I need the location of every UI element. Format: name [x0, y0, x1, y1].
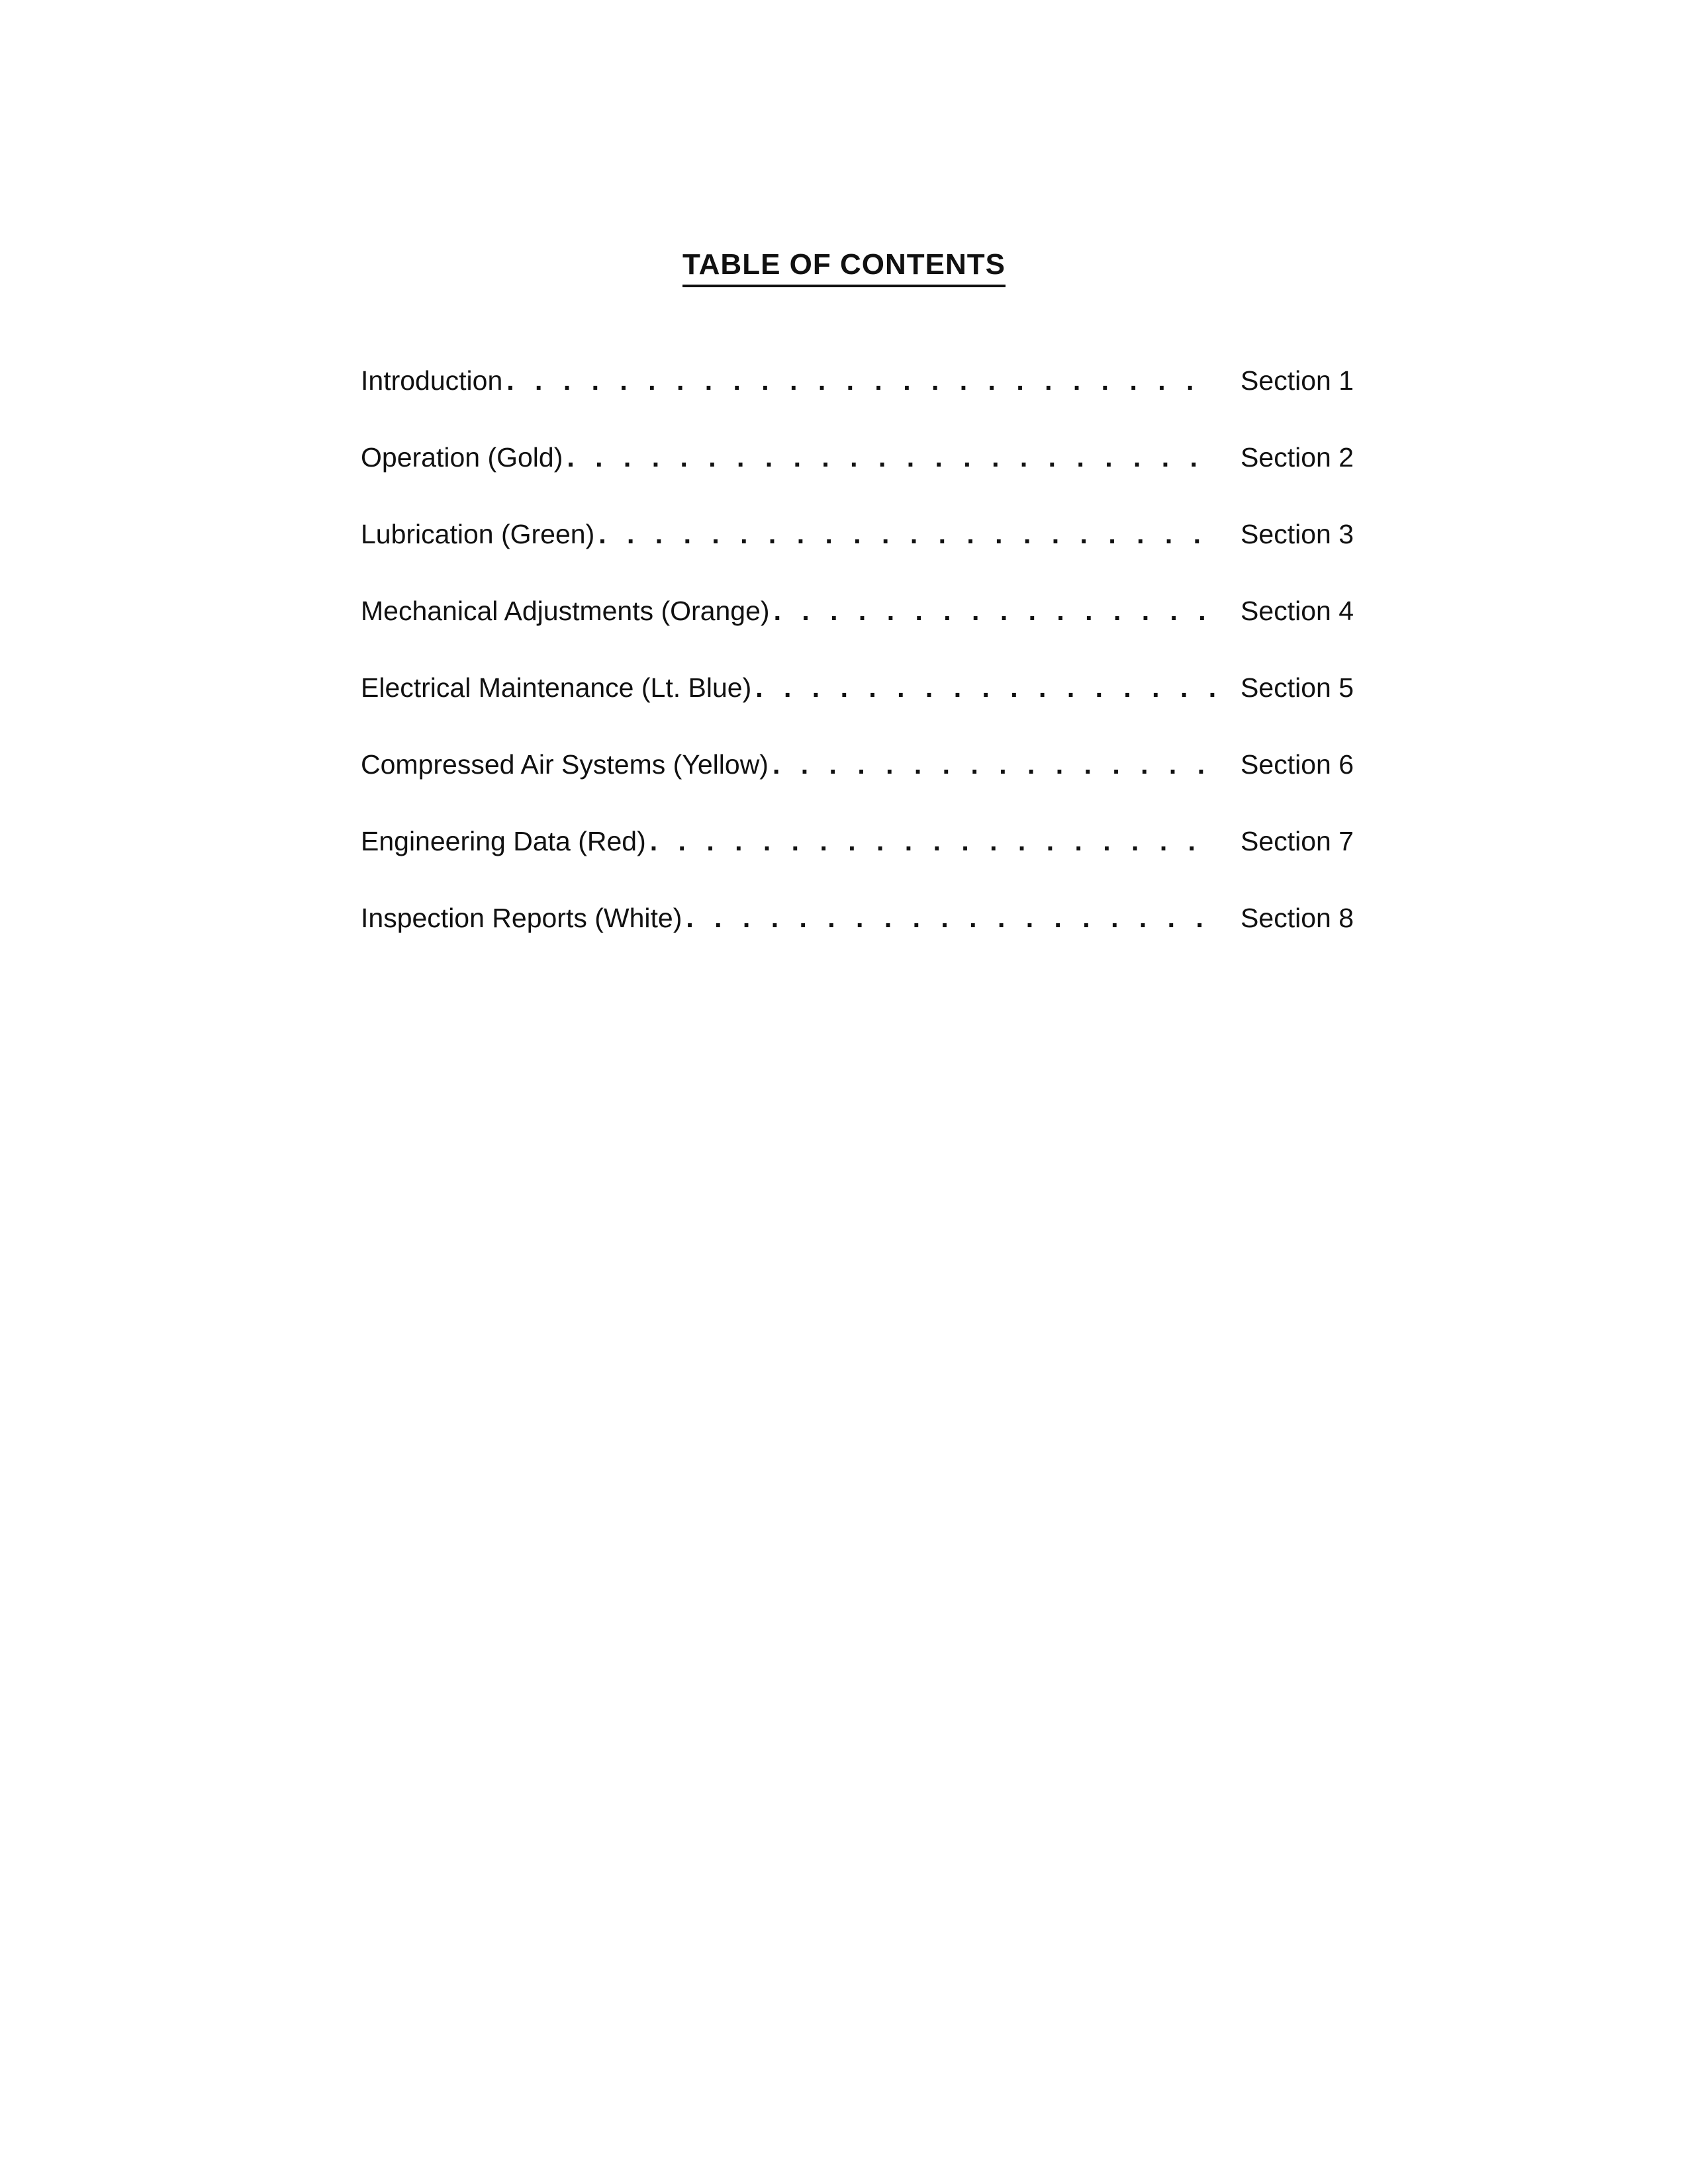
page-title: TABLE OF CONTENTS: [682, 250, 1006, 287]
dot-leader: [773, 751, 1215, 778]
toc-entry-label: Engineering Data (Red): [361, 826, 646, 856]
toc-entry-label: Compressed Air Systems (Yellow): [361, 749, 769, 780]
dot-leader: [774, 598, 1215, 625]
toc-entry-section: Section 6: [1241, 749, 1354, 780]
toc-entry-lubrication: [361, 521, 1354, 598]
dot-leader: [686, 905, 1215, 932]
toc-entry-section: Section 4: [1241, 596, 1354, 626]
dot-leader: [567, 444, 1215, 471]
toc-entry-section: Section 1: [1241, 365, 1354, 396]
toc-entry-label: Lubrication (Green): [361, 519, 595, 549]
toc-entry-introduction: [361, 367, 1354, 444]
toc-entry-label: Inspection Reports (White): [361, 903, 682, 933]
dot-leader: [506, 367, 1215, 394]
toc-entry-section: Section 2: [1241, 442, 1354, 473]
table-of-contents: [361, 367, 1354, 981]
dot-leader: [650, 828, 1215, 855]
toc-entry-inspection-reports: [361, 905, 1354, 981]
toc-entry-section: Section 7: [1241, 826, 1354, 856]
toc-entry-compressed-air-systems: [361, 751, 1354, 828]
toc-entry-mechanical-adjustments: [361, 598, 1354, 674]
toc-entry-label: Operation (Gold): [361, 442, 563, 473]
toc-entry-label: Introduction: [361, 365, 503, 396]
toc-entry-engineering-data: [361, 828, 1354, 905]
toc-entry-section: Section 8: [1241, 903, 1354, 933]
toc-entry-label: Mechanical Adjustments (Orange): [361, 596, 770, 626]
toc-entry-electrical-maintenance: [361, 674, 1354, 751]
page-title-wrapper: [0, 250, 1688, 287]
dot-leader: [598, 521, 1215, 548]
toc-entry-section: Section 5: [1241, 672, 1354, 703]
toc-entry-label: Electrical Maintenance (Lt. Blue): [361, 672, 752, 703]
toc-entry-section: Section 3: [1241, 519, 1354, 549]
toc-entry-operation: [361, 444, 1354, 521]
dot-leader: [755, 674, 1215, 702]
